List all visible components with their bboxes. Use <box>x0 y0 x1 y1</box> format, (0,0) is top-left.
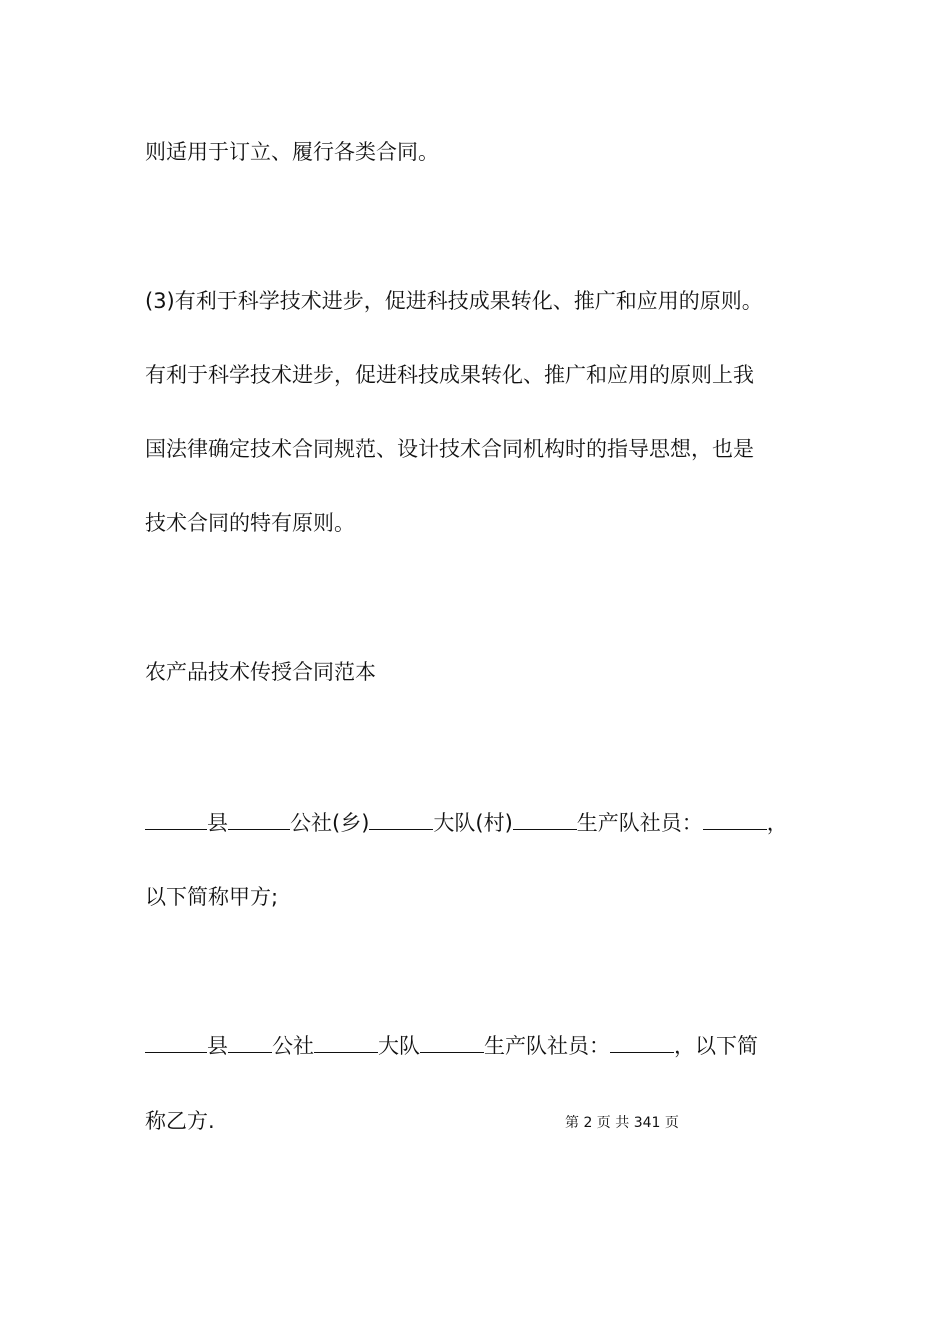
paragraph-line: 国法律确定技术合同规范、设计技术合同机构时的指导思想，也是 <box>145 437 754 461</box>
fill-blank[interactable] <box>420 1032 484 1053</box>
paragraph-line: (3)有利于科学技术进步，促进科技成果转化、推广和应用的原则。 <box>145 289 763 313</box>
contract-title: 农产品技术传授合同范本 <box>145 660 376 684</box>
label-team-member: 生产队社员： <box>576 811 703 835</box>
label-commune: 公社(乡) <box>290 811 370 835</box>
fill-blank[interactable] <box>610 1032 674 1053</box>
fill-blank[interactable] <box>228 809 290 830</box>
label-commune: 公社 <box>272 1034 314 1058</box>
party-b-line <box>145 1031 758 1061</box>
fill-blank[interactable] <box>145 1032 207 1053</box>
label-county: 县 <box>207 811 228 835</box>
fill-blank[interactable] <box>228 1032 272 1053</box>
fill-blank[interactable] <box>369 809 433 830</box>
paragraph-line: 技术合同的特有原则。 <box>145 511 355 535</box>
party-a-abbr: 以下简称甲方; <box>145 885 279 909</box>
party-a-line <box>145 808 788 838</box>
fill-blank[interactable] <box>513 809 577 830</box>
paragraph-line: 有利于科学技术进步，促进科技成果转化、推广和应用的原则上我 <box>145 363 754 387</box>
fill-blank[interactable] <box>145 809 207 830</box>
fill-blank[interactable] <box>703 809 767 830</box>
label-brigade: 大队 <box>378 1034 420 1058</box>
fill-blank[interactable] <box>314 1032 378 1053</box>
party-b-abbr: 称乙方. <box>145 1109 215 1133</box>
paragraph-line: 则适用于订立、履行各类合同。 <box>145 140 439 164</box>
label-county: 县 <box>207 1034 228 1058</box>
label-comma: ， <box>766 811 788 835</box>
label-team-member: 生产队社员： <box>484 1034 610 1058</box>
label-brigade: 大队(村) <box>433 811 513 835</box>
label-tail: ，以下简 <box>674 1034 758 1058</box>
page-number: 第 2 页 共 341 页 <box>565 1115 679 1131</box>
